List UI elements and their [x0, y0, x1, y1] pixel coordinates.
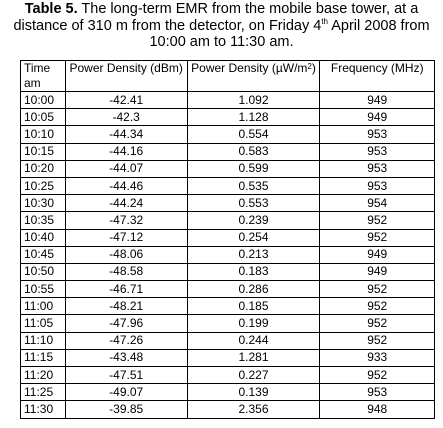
cell-power-dbm: -39.85 — [65, 401, 187, 418]
cell-time: 10:15 — [21, 143, 66, 160]
caption-text-b: April 2008 from 10:00 am to 11:30 am. — [149, 17, 430, 50]
cell-power-uw: 0.286 — [187, 281, 320, 298]
cell-power-dbm: -48.21 — [65, 298, 187, 315]
table-row — [21, 195, 435, 212]
cell-power-uw: 0.254 — [187, 229, 320, 246]
cell-power-dbm: -44.46 — [65, 177, 187, 194]
caption-text-a: The long-term EMR from the mobile base tower, at a distance of 310 m from the detector, on Friday 4 — [13, 1, 419, 34]
cell-time: 10:55 — [21, 281, 66, 298]
cell-frequency: 952 — [320, 298, 435, 315]
cell-power-dbm: -47.26 — [65, 332, 187, 349]
cell-frequency: 952 — [320, 229, 435, 246]
cell-frequency: 952 — [320, 367, 435, 384]
cell-power-dbm: -49.07 — [65, 384, 187, 401]
table-row — [21, 263, 435, 280]
cell-time: 10:50 — [21, 263, 66, 280]
cell-time: 11:10 — [21, 332, 66, 349]
cell-time: 10:40 — [21, 229, 66, 246]
cell-frequency: 949 — [320, 263, 435, 280]
header-uw-prefix: Power Density (µW/m — [191, 61, 308, 75]
table-row — [21, 229, 435, 246]
cell-power-uw: 2.356 — [187, 401, 320, 418]
cell-frequency: 949 — [320, 92, 435, 109]
cell-time: 11:30 — [21, 401, 66, 418]
cell-power-dbm: -47.51 — [65, 367, 187, 384]
table-row — [21, 92, 435, 109]
cell-power-dbm: -48.58 — [65, 263, 187, 280]
cell-frequency: 953 — [320, 177, 435, 194]
cell-frequency: 952 — [320, 315, 435, 332]
table-row — [21, 332, 435, 349]
cell-power-uw: 0.139 — [187, 384, 320, 401]
cell-frequency: 953 — [320, 126, 435, 143]
cell-time: 11:15 — [21, 349, 66, 366]
table-row — [21, 126, 435, 143]
cell-power-uw: 0.227 — [187, 367, 320, 384]
cell-frequency: 933 — [320, 349, 435, 366]
cell-frequency: 952 — [320, 212, 435, 229]
cell-power-uw: 0.553 — [187, 195, 320, 212]
cell-power-dbm: -46.71 — [65, 281, 187, 298]
table-row — [21, 160, 435, 177]
cell-power-dbm: -42.3 — [65, 109, 187, 126]
table-row — [21, 367, 435, 384]
table-row — [21, 246, 435, 263]
table-row — [21, 177, 435, 194]
cell-frequency: 948 — [320, 401, 435, 418]
cell-power-uw: 0.213 — [187, 246, 320, 263]
cell-time: 10:45 — [21, 246, 66, 263]
header-frequency: Frequency (MHz) — [320, 61, 435, 92]
table-row — [21, 384, 435, 401]
table-row — [21, 281, 435, 298]
table-body — [21, 92, 435, 419]
cell-frequency: 949 — [320, 109, 435, 126]
cell-power-dbm: -44.16 — [65, 143, 187, 160]
emr-table — [20, 60, 435, 419]
cell-frequency: 954 — [320, 195, 435, 212]
cell-power-dbm: -48.06 — [65, 246, 187, 263]
cell-power-uw: 0.185 — [187, 298, 320, 315]
cell-power-dbm: -47.12 — [65, 229, 187, 246]
table-row — [21, 109, 435, 126]
caption-ordinal: th — [321, 16, 328, 26]
cell-frequency: 952 — [320, 281, 435, 298]
header-power-dbm: Power Density (dBm) — [65, 61, 187, 92]
cell-power-uw: 0.239 — [187, 212, 320, 229]
cell-time: 10:20 — [21, 160, 66, 177]
header-time-line2: am — [24, 76, 41, 90]
cell-time: 11:00 — [21, 298, 66, 315]
cell-power-dbm: -44.24 — [65, 195, 187, 212]
table-row — [21, 401, 435, 418]
cell-frequency: 953 — [320, 143, 435, 160]
cell-power-uw: 0.554 — [187, 126, 320, 143]
cell-time: 10:35 — [21, 212, 66, 229]
cell-power-uw: 0.199 — [187, 315, 320, 332]
cell-time: 10:00 — [21, 92, 66, 109]
table-row — [21, 298, 435, 315]
cell-frequency: 952 — [320, 332, 435, 349]
cell-power-dbm: -44.07 — [65, 160, 187, 177]
caption-label: Table 5. — [24, 1, 78, 17]
header-time — [21, 61, 66, 92]
cell-power-uw: 0.183 — [187, 263, 320, 280]
cell-power-uw: 0.244 — [187, 332, 320, 349]
table-row — [21, 212, 435, 229]
header-power-uw — [187, 61, 320, 92]
cell-power-dbm: -42.41 — [65, 92, 187, 109]
cell-power-dbm: -47.32 — [65, 212, 187, 229]
table-row — [21, 315, 435, 332]
header-uw-suffix: ) — [311, 61, 316, 75]
cell-power-uw: 0.583 — [187, 143, 320, 160]
header-row — [21, 61, 435, 92]
cell-power-uw: 1.128 — [187, 109, 320, 126]
cell-frequency: 953 — [320, 384, 435, 401]
cell-power-uw: 1.092 — [187, 92, 320, 109]
cell-frequency: 949 — [320, 246, 435, 263]
table-row — [21, 143, 435, 160]
cell-frequency: 953 — [320, 160, 435, 177]
cell-time: 11:05 — [21, 315, 66, 332]
cell-time: 10:10 — [21, 126, 66, 143]
header-time-line1: Time — [24, 61, 51, 75]
cell-power-uw: 0.535 — [187, 177, 320, 194]
cell-time: 10:05 — [21, 109, 66, 126]
cell-time: 10:30 — [21, 195, 66, 212]
cell-time: 11:25 — [21, 384, 66, 401]
table-row — [21, 349, 435, 366]
cell-time: 11:20 — [21, 367, 66, 384]
table-caption — [0, 0, 443, 51]
cell-power-dbm: -43.48 — [65, 349, 187, 366]
cell-power-dbm: -47.96 — [65, 315, 187, 332]
cell-time: 10:25 — [21, 177, 66, 194]
header-uw-exp: 2 — [307, 62, 312, 71]
cell-power-dbm: -44.34 — [65, 126, 187, 143]
cell-power-uw: 1.281 — [187, 349, 320, 366]
cell-power-uw: 0.599 — [187, 160, 320, 177]
